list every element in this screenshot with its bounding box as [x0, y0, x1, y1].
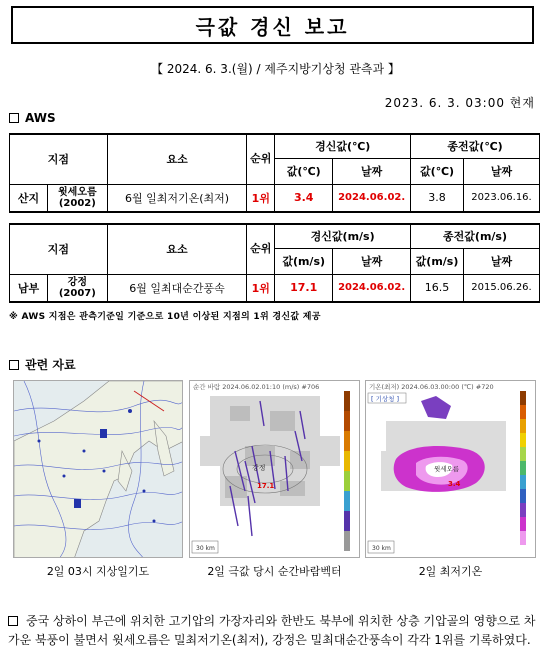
header-prev-group: 종전값(m/s)	[411, 224, 540, 248]
caption-wind-vector: 2일 극값 당시 순간바람벡터	[207, 565, 342, 578]
report-subtitle: 【 2024. 6. 3.(월) / 제주지방기상청 관측과 】	[151, 62, 400, 76]
station-year: (2002)	[58, 197, 96, 209]
caption-min-temperature: 2일 최저기온	[418, 565, 483, 578]
cell-station	[47, 184, 107, 212]
cell-new-date: 2024.06.02.	[333, 184, 411, 212]
temp-image-header: 기온(최저) 2024.06.03.00:00 (℃) #720	[369, 383, 494, 391]
kma-tag: [ 기상청 ]	[371, 395, 400, 403]
min-temperature-graphic	[366, 391, 536, 558]
table-row	[10, 274, 540, 302]
cell-prev-value: 3.8	[411, 184, 464, 212]
surface-weather-map-image	[13, 380, 183, 558]
cell-element: 6월 일최대순간풍속	[107, 274, 247, 302]
header-prev-date: 날짜	[464, 158, 540, 184]
summary-text: 중국 상하이 부근에 위치한 고기압의 가장자리와 한반도 북부에 위치한 상층 기압골의 영향으로 차가운 북풍이 불면서 윗세오름은 밀최저기온(최저), 강정은 밀최대순간풍속이 각각 1위를 기록하였다.	[8, 614, 536, 647]
wind-image-header: 순간 바람 2024.06.02.01:10 (m/s) #706	[193, 383, 320, 391]
header-new-group: 경신값(m/s)	[275, 224, 411, 248]
color-scale-legend	[520, 391, 526, 545]
record-table-temperature	[9, 133, 540, 213]
wind-station-label: 강정	[252, 464, 266, 472]
report-timestamp: 2023. 6. 3. 03:00 현재	[384, 96, 535, 110]
header-new-value: 값(℃)	[275, 158, 333, 184]
header-element: 요소	[107, 224, 247, 274]
footnote: ※ AWS 지점은 관측기준일 기준으로 10년 이상된 지점의 1위 경신값 제공	[9, 312, 321, 322]
cell-element: 6월 일최저기온(최저)	[107, 184, 247, 212]
cell-rank: 1위	[247, 184, 275, 212]
wind-vector-image	[189, 380, 360, 558]
cell-new-value: 3.4	[275, 184, 333, 212]
cell-prev-date: 2015.06.26.	[464, 274, 540, 302]
min-temperature-image	[365, 380, 536, 558]
cell-region: 산지	[10, 184, 48, 212]
header-prev-value: 값(m/s)	[411, 248, 464, 274]
header-prev-group: 종전값(℃)	[411, 134, 540, 158]
header-new-group: 경신값(℃)	[275, 134, 411, 158]
cell-prev-date: 2023.06.16.	[464, 184, 540, 212]
header-rank: 순위	[247, 224, 275, 274]
wind-vector-graphic	[190, 391, 360, 558]
cell-station	[47, 274, 107, 302]
station-name: 강정	[67, 276, 87, 288]
related-section-heading	[9, 356, 76, 373]
cell-new-date: 2024.06.02.	[333, 274, 411, 302]
header-station: 지점	[10, 224, 108, 274]
report-title-text: 극값 경신 보고	[195, 14, 350, 39]
caption-weather-map: 2일 03시 지상일기도	[46, 565, 150, 578]
wind-record-value: 17.1	[257, 482, 275, 490]
cell-region: 남부	[10, 274, 48, 302]
header-prev-date: 날짜	[464, 248, 540, 274]
map-scale-label: 30 km	[196, 545, 215, 552]
color-scale-legend	[344, 391, 350, 551]
header-prev-value: 값(℃)	[411, 158, 464, 184]
checkbox-square-icon	[8, 616, 18, 626]
related-section-label: 관련 자료	[25, 358, 76, 372]
summary-paragraph	[8, 612, 540, 650]
header-new-date: 날짜	[333, 158, 411, 184]
record-table-wind	[9, 223, 540, 303]
weather-map-graphic	[14, 381, 183, 558]
aws-section-heading	[9, 111, 56, 125]
map-scale-label: 30 km	[372, 545, 391, 552]
checkbox-square-icon	[9, 113, 19, 123]
header-new-date: 날짜	[333, 248, 411, 274]
header-new-value: 값(m/s)	[275, 248, 333, 274]
cell-rank: 1위	[247, 274, 275, 302]
station-year: (2007)	[58, 287, 96, 299]
report-title	[11, 6, 534, 44]
checkbox-square-icon	[9, 360, 19, 370]
header-rank: 순위	[247, 134, 275, 184]
table-row	[10, 184, 540, 212]
header-element: 요소	[107, 134, 247, 184]
temp-record-value: 3.4	[448, 480, 461, 488]
cell-prev-value: 16.5	[411, 274, 464, 302]
cell-new-value: 17.1	[275, 274, 333, 302]
header-station: 지점	[10, 134, 108, 184]
aws-section-label: AWS	[25, 111, 56, 125]
temp-station-label: 윗세오름	[434, 465, 460, 473]
station-name: 윗세오름	[58, 186, 97, 198]
